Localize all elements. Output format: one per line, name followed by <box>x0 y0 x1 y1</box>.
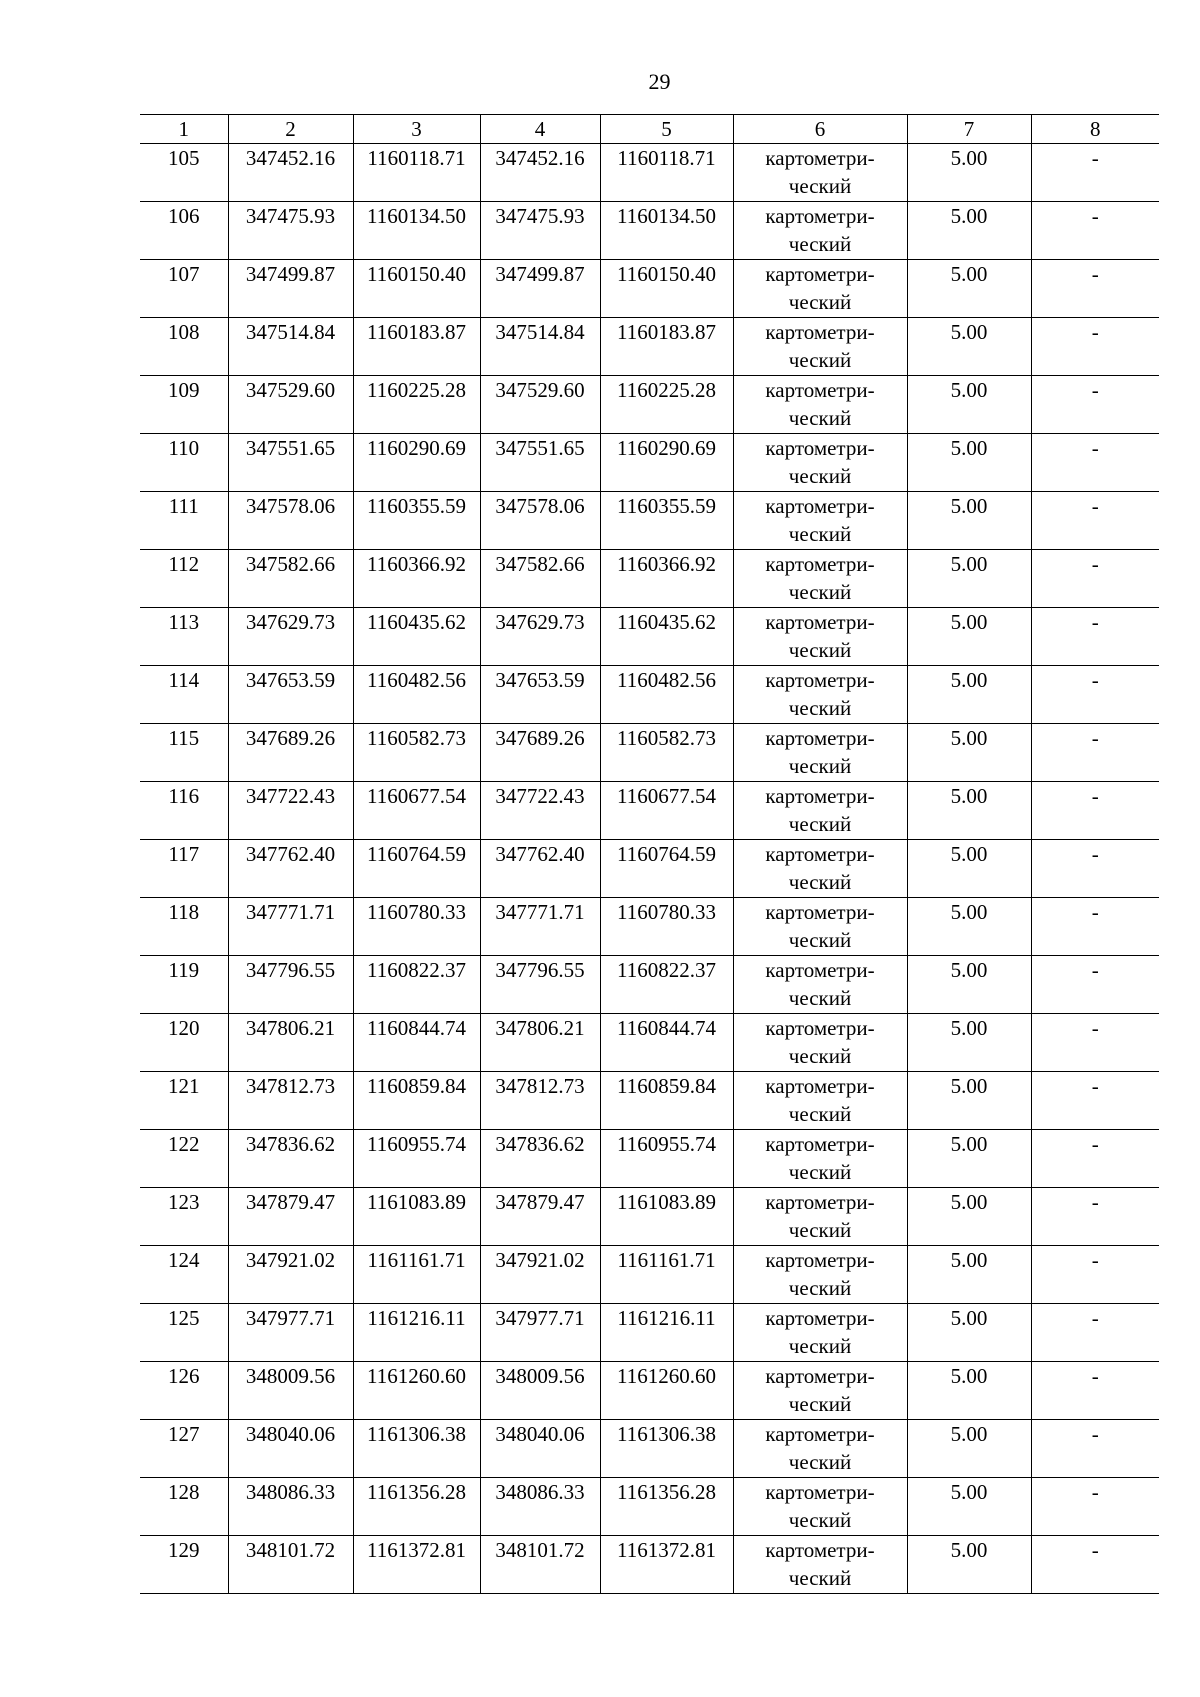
table-row <box>140 1246 1159 1304</box>
point-number-cell: 128 <box>140 1478 228 1536</box>
point-number-cell: 105 <box>140 144 228 202</box>
column-header-3: 3 <box>353 115 480 144</box>
point-number-cell: 112 <box>140 550 228 608</box>
accuracy-cell: 5.00 <box>907 260 1031 318</box>
y-coordinate-cell: 1160183.87 <box>353 318 480 376</box>
table-row <box>140 492 1159 550</box>
note-cell: - <box>1031 434 1159 492</box>
x-coordinate-cell: 347514.84 <box>228 318 353 376</box>
y-coordinate-cell: 1160134.50 <box>353 202 480 260</box>
y-coordinate-2-cell: 1161216.11 <box>600 1304 733 1362</box>
point-number-cell: 108 <box>140 318 228 376</box>
x-coordinate-cell: 347499.87 <box>228 260 353 318</box>
accuracy-cell: 5.00 <box>907 550 1031 608</box>
accuracy-cell: 5.00 <box>907 1072 1031 1130</box>
note-cell: - <box>1031 782 1159 840</box>
accuracy-cell: 5.00 <box>907 666 1031 724</box>
y-coordinate-cell: 1160355.59 <box>353 492 480 550</box>
x-coordinate-cell: 347806.21 <box>228 1014 353 1072</box>
method-cell: картометри- ческий <box>733 782 907 840</box>
x-coordinate-2-cell: 348086.33 <box>480 1478 600 1536</box>
x-coordinate-2-cell: 347499.87 <box>480 260 600 318</box>
point-number-cell: 123 <box>140 1188 228 1246</box>
method-cell: картометри- ческий <box>733 1072 907 1130</box>
y-coordinate-cell: 1160150.40 <box>353 260 480 318</box>
x-coordinate-cell: 347812.73 <box>228 1072 353 1130</box>
note-cell: - <box>1031 1246 1159 1304</box>
y-coordinate-2-cell: 1160134.50 <box>600 202 733 260</box>
table-header <box>140 115 1159 144</box>
table-row <box>140 782 1159 840</box>
y-coordinate-cell: 1161306.38 <box>353 1420 480 1478</box>
table-row <box>140 1188 1159 1246</box>
y-coordinate-cell: 1160482.56 <box>353 666 480 724</box>
table-row <box>140 608 1159 666</box>
point-number-cell: 113 <box>140 608 228 666</box>
x-coordinate-2-cell: 347722.43 <box>480 782 600 840</box>
x-coordinate-2-cell: 348101.72 <box>480 1536 600 1594</box>
y-coordinate-2-cell: 1160780.33 <box>600 898 733 956</box>
table-row <box>140 1072 1159 1130</box>
accuracy-cell: 5.00 <box>907 840 1031 898</box>
x-coordinate-2-cell: 347806.21 <box>480 1014 600 1072</box>
x-coordinate-2-cell: 347582.66 <box>480 550 600 608</box>
y-coordinate-cell: 1160780.33 <box>353 898 480 956</box>
column-header-8: 8 <box>1031 115 1159 144</box>
accuracy-cell: 5.00 <box>907 318 1031 376</box>
method-cell: картометри- ческий <box>733 144 907 202</box>
x-coordinate-2-cell: 347879.47 <box>480 1188 600 1246</box>
accuracy-cell: 5.00 <box>907 202 1031 260</box>
table-row <box>140 550 1159 608</box>
x-coordinate-2-cell: 347475.93 <box>480 202 600 260</box>
x-coordinate-2-cell: 347771.71 <box>480 898 600 956</box>
method-cell: картометри- ческий <box>733 1014 907 1072</box>
y-coordinate-cell: 1160822.37 <box>353 956 480 1014</box>
table-row <box>140 202 1159 260</box>
method-cell: картометри- ческий <box>733 1362 907 1420</box>
method-cell: картометри- ческий <box>733 1304 907 1362</box>
y-coordinate-2-cell: 1161083.89 <box>600 1188 733 1246</box>
y-coordinate-2-cell: 1160677.54 <box>600 782 733 840</box>
accuracy-cell: 5.00 <box>907 782 1031 840</box>
note-cell: - <box>1031 550 1159 608</box>
accuracy-cell: 5.00 <box>907 144 1031 202</box>
method-cell: картометри- ческий <box>733 492 907 550</box>
method-cell: картометри- ческий <box>733 1130 907 1188</box>
note-cell: - <box>1031 202 1159 260</box>
x-coordinate-cell: 347762.40 <box>228 840 353 898</box>
note-cell: - <box>1031 956 1159 1014</box>
table-row <box>140 144 1159 202</box>
x-coordinate-cell: 347921.02 <box>228 1246 353 1304</box>
y-coordinate-2-cell: 1161356.28 <box>600 1478 733 1536</box>
x-coordinate-cell: 348101.72 <box>228 1536 353 1594</box>
method-cell: картометри- ческий <box>733 1188 907 1246</box>
y-coordinate-cell: 1160677.54 <box>353 782 480 840</box>
x-coordinate-2-cell: 347653.59 <box>480 666 600 724</box>
method-cell: картометри- ческий <box>733 898 907 956</box>
column-header-6: 6 <box>733 115 907 144</box>
header-row <box>140 115 1159 144</box>
x-coordinate-2-cell: 347514.84 <box>480 318 600 376</box>
x-coordinate-2-cell: 347796.55 <box>480 956 600 1014</box>
point-number-cell: 110 <box>140 434 228 492</box>
y-coordinate-2-cell: 1160582.73 <box>600 724 733 782</box>
x-coordinate-2-cell: 347689.26 <box>480 724 600 782</box>
accuracy-cell: 5.00 <box>907 1478 1031 1536</box>
method-cell: картометри- ческий <box>733 1478 907 1536</box>
point-number-cell: 121 <box>140 1072 228 1130</box>
x-coordinate-cell: 347836.62 <box>228 1130 353 1188</box>
method-cell: картометри- ческий <box>733 376 907 434</box>
y-coordinate-cell: 1160225.28 <box>353 376 480 434</box>
accuracy-cell: 5.00 <box>907 1420 1031 1478</box>
point-number-cell: 129 <box>140 1536 228 1594</box>
table-row <box>140 1536 1159 1594</box>
note-cell: - <box>1031 1188 1159 1246</box>
coordinates-table <box>140 114 1159 1594</box>
note-cell: - <box>1031 840 1159 898</box>
x-coordinate-2-cell: 347629.73 <box>480 608 600 666</box>
x-coordinate-2-cell: 347812.73 <box>480 1072 600 1130</box>
accuracy-cell: 5.00 <box>907 608 1031 666</box>
y-coordinate-2-cell: 1160435.62 <box>600 608 733 666</box>
accuracy-cell: 5.00 <box>907 434 1031 492</box>
point-number-cell: 119 <box>140 956 228 1014</box>
y-coordinate-2-cell: 1160844.74 <box>600 1014 733 1072</box>
point-number-cell: 115 <box>140 724 228 782</box>
x-coordinate-2-cell: 348040.06 <box>480 1420 600 1478</box>
accuracy-cell: 5.00 <box>907 724 1031 782</box>
y-coordinate-2-cell: 1161372.81 <box>600 1536 733 1594</box>
x-coordinate-2-cell: 347921.02 <box>480 1246 600 1304</box>
column-header-1: 1 <box>140 115 228 144</box>
page-number: 29 <box>648 69 671 94</box>
note-cell: - <box>1031 898 1159 956</box>
point-number-cell: 114 <box>140 666 228 724</box>
table-row <box>140 956 1159 1014</box>
accuracy-cell: 5.00 <box>907 956 1031 1014</box>
column-header-4: 4 <box>480 115 600 144</box>
y-coordinate-2-cell: 1160366.92 <box>600 550 733 608</box>
y-coordinate-cell: 1160859.84 <box>353 1072 480 1130</box>
point-number-cell: 109 <box>140 376 228 434</box>
x-coordinate-cell: 347771.71 <box>228 898 353 956</box>
y-coordinate-2-cell: 1161306.38 <box>600 1420 733 1478</box>
note-cell: - <box>1031 1072 1159 1130</box>
method-cell: картометри- ческий <box>733 1246 907 1304</box>
x-coordinate-cell: 347977.71 <box>228 1304 353 1362</box>
x-coordinate-cell: 348086.33 <box>228 1478 353 1536</box>
column-header-7: 7 <box>907 115 1031 144</box>
point-number-cell: 124 <box>140 1246 228 1304</box>
x-coordinate-2-cell: 347529.60 <box>480 376 600 434</box>
x-coordinate-cell: 347629.73 <box>228 608 353 666</box>
column-header-2: 2 <box>228 115 353 144</box>
point-number-cell: 116 <box>140 782 228 840</box>
note-cell: - <box>1031 376 1159 434</box>
method-cell: картометри- ческий <box>733 202 907 260</box>
table-row <box>140 666 1159 724</box>
x-coordinate-cell: 347578.06 <box>228 492 353 550</box>
y-coordinate-2-cell: 1160225.28 <box>600 376 733 434</box>
point-number-cell: 120 <box>140 1014 228 1072</box>
x-coordinate-2-cell: 347977.71 <box>480 1304 600 1362</box>
x-coordinate-cell: 348009.56 <box>228 1362 353 1420</box>
note-cell: - <box>1031 1420 1159 1478</box>
y-coordinate-cell: 1160290.69 <box>353 434 480 492</box>
y-coordinate-2-cell: 1160482.56 <box>600 666 733 724</box>
point-number-cell: 122 <box>140 1130 228 1188</box>
accuracy-cell: 5.00 <box>907 1246 1031 1304</box>
method-cell: картометри- ческий <box>733 666 907 724</box>
x-coordinate-2-cell: 347551.65 <box>480 434 600 492</box>
note-cell: - <box>1031 492 1159 550</box>
y-coordinate-2-cell: 1161161.71 <box>600 1246 733 1304</box>
accuracy-cell: 5.00 <box>907 1304 1031 1362</box>
x-coordinate-cell: 348040.06 <box>228 1420 353 1478</box>
point-number-cell: 125 <box>140 1304 228 1362</box>
method-cell: картометри- ческий <box>733 434 907 492</box>
accuracy-cell: 5.00 <box>907 1130 1031 1188</box>
y-coordinate-2-cell: 1160150.40 <box>600 260 733 318</box>
y-coordinate-cell: 1161372.81 <box>353 1536 480 1594</box>
y-coordinate-cell: 1160435.62 <box>353 608 480 666</box>
method-cell: картометри- ческий <box>733 956 907 1014</box>
table-row <box>140 1478 1159 1536</box>
y-coordinate-cell: 1161260.60 <box>353 1362 480 1420</box>
table-row <box>140 1420 1159 1478</box>
table-row <box>140 1362 1159 1420</box>
accuracy-cell: 5.00 <box>907 492 1031 550</box>
x-coordinate-cell: 347689.26 <box>228 724 353 782</box>
y-coordinate-2-cell: 1160955.74 <box>600 1130 733 1188</box>
note-cell: - <box>1031 260 1159 318</box>
x-coordinate-cell: 347653.59 <box>228 666 353 724</box>
method-cell: картометри- ческий <box>733 608 907 666</box>
x-coordinate-2-cell: 347836.62 <box>480 1130 600 1188</box>
note-cell: - <box>1031 1536 1159 1594</box>
point-number-cell: 111 <box>140 492 228 550</box>
table-row <box>140 898 1159 956</box>
point-number-cell: 126 <box>140 1362 228 1420</box>
y-coordinate-2-cell: 1160183.87 <box>600 318 733 376</box>
y-coordinate-2-cell: 1160764.59 <box>600 840 733 898</box>
y-coordinate-cell: 1160955.74 <box>353 1130 480 1188</box>
y-coordinate-cell: 1161083.89 <box>353 1188 480 1246</box>
x-coordinate-2-cell: 347578.06 <box>480 492 600 550</box>
column-header-5: 5 <box>600 115 733 144</box>
x-coordinate-2-cell: 347452.16 <box>480 144 600 202</box>
y-coordinate-cell: 1161216.11 <box>353 1304 480 1362</box>
note-cell: - <box>1031 1362 1159 1420</box>
y-coordinate-2-cell: 1160290.69 <box>600 434 733 492</box>
table-row <box>140 376 1159 434</box>
y-coordinate-cell: 1160844.74 <box>353 1014 480 1072</box>
y-coordinate-2-cell: 1160355.59 <box>600 492 733 550</box>
note-cell: - <box>1031 608 1159 666</box>
x-coordinate-cell: 347452.16 <box>228 144 353 202</box>
point-number-cell: 117 <box>140 840 228 898</box>
accuracy-cell: 5.00 <box>907 898 1031 956</box>
note-cell: - <box>1031 724 1159 782</box>
y-coordinate-cell: 1160582.73 <box>353 724 480 782</box>
note-cell: - <box>1031 666 1159 724</box>
method-cell: картометри- ческий <box>733 1420 907 1478</box>
note-cell: - <box>1031 1304 1159 1362</box>
y-coordinate-cell: 1160118.71 <box>353 144 480 202</box>
note-cell: - <box>1031 318 1159 376</box>
note-cell: - <box>1031 144 1159 202</box>
table-row <box>140 1014 1159 1072</box>
table-row <box>140 1130 1159 1188</box>
accuracy-cell: 5.00 <box>907 1362 1031 1420</box>
accuracy-cell: 5.00 <box>907 1188 1031 1246</box>
table-body <box>140 144 1159 1594</box>
note-cell: - <box>1031 1478 1159 1536</box>
table-row <box>140 840 1159 898</box>
note-cell: - <box>1031 1130 1159 1188</box>
method-cell: картометри- ческий <box>733 724 907 782</box>
table-row <box>140 1304 1159 1362</box>
method-cell: картометри- ческий <box>733 1536 907 1594</box>
x-coordinate-cell: 347475.93 <box>228 202 353 260</box>
point-number-cell: 107 <box>140 260 228 318</box>
x-coordinate-cell: 347796.55 <box>228 956 353 1014</box>
note-cell: - <box>1031 1014 1159 1072</box>
y-coordinate-2-cell: 1160859.84 <box>600 1072 733 1130</box>
method-cell: картометри- ческий <box>733 840 907 898</box>
y-coordinate-cell: 1160366.92 <box>353 550 480 608</box>
accuracy-cell: 5.00 <box>907 1014 1031 1072</box>
y-coordinate-2-cell: 1160118.71 <box>600 144 733 202</box>
x-coordinate-cell: 347551.65 <box>228 434 353 492</box>
table-row <box>140 260 1159 318</box>
x-coordinate-2-cell: 347762.40 <box>480 840 600 898</box>
accuracy-cell: 5.00 <box>907 376 1031 434</box>
x-coordinate-cell: 347879.47 <box>228 1188 353 1246</box>
y-coordinate-cell: 1161356.28 <box>353 1478 480 1536</box>
table-row <box>140 434 1159 492</box>
table-row <box>140 724 1159 782</box>
method-cell: картометри- ческий <box>733 550 907 608</box>
x-coordinate-cell: 347582.66 <box>228 550 353 608</box>
point-number-cell: 127 <box>140 1420 228 1478</box>
x-coordinate-2-cell: 348009.56 <box>480 1362 600 1420</box>
method-cell: картометри- ческий <box>733 318 907 376</box>
y-coordinate-2-cell: 1160822.37 <box>600 956 733 1014</box>
point-number-cell: 106 <box>140 202 228 260</box>
x-coordinate-cell: 347529.60 <box>228 376 353 434</box>
table-row <box>140 318 1159 376</box>
point-number-cell: 118 <box>140 898 228 956</box>
y-coordinate-cell: 1161161.71 <box>353 1246 480 1304</box>
y-coordinate-2-cell: 1161260.60 <box>600 1362 733 1420</box>
method-cell: картометри- ческий <box>733 260 907 318</box>
x-coordinate-cell: 347722.43 <box>228 782 353 840</box>
accuracy-cell: 5.00 <box>907 1536 1031 1594</box>
y-coordinate-cell: 1160764.59 <box>353 840 480 898</box>
